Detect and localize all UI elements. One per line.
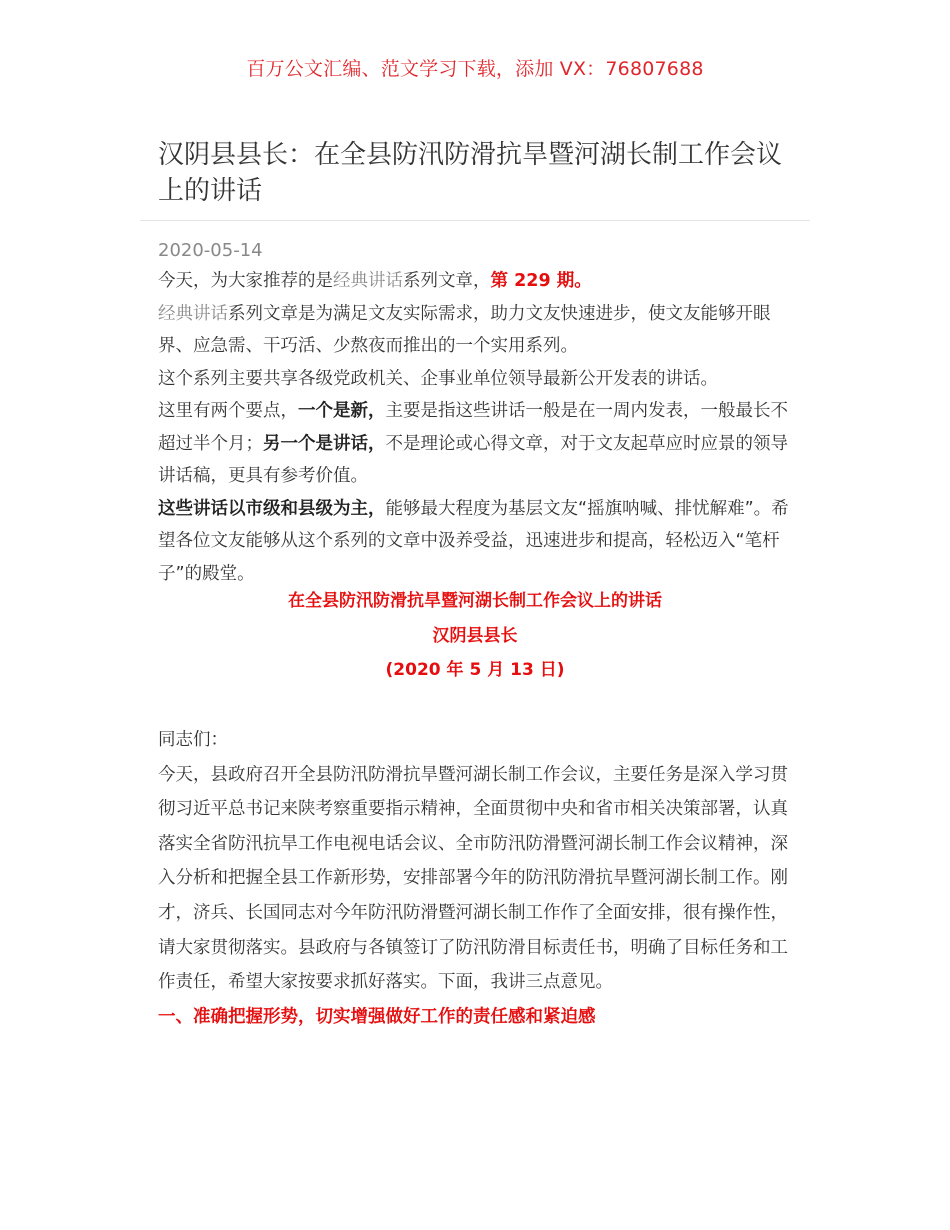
- title-divider: [140, 220, 810, 221]
- intro-p5-b: 能够最大程度为基层文友“摇旗呐喊、排忧解难”。希望各位文友能够从这个系列的文章中汲养受益，迅速进步和提高，轻松迈入“笔杆子”的殿堂。: [158, 498, 789, 584]
- key-point-new: 一个是新，: [298, 401, 386, 421]
- speech-date: (2020 年 5 月 13 日): [385, 660, 565, 680]
- speech-title: 在全县防汛防滑抗旱暨河湖长制工作会议上的讲话: [288, 591, 662, 611]
- series-name: 经典讲话: [333, 271, 403, 291]
- speech-paragraph-1: 今天，县政府召开全县防汛防滑抗旱暨河湖长制工作会议，主要任务是深入学习贯彻习近平总书记来陕考察重要指示精神，全面贯彻中央和省市相关决策部署，认真落实全省防汛抗旱工作电视电话会议、全市防汛防滑暨河湖长制工作会议精神，深入分析和把握全县工作新形势，安排部署今年的防汛防滑抗旱暨河湖长制工作。刚才，济兵、长国同志对今年防汛防滑暨河湖长制工作作了全面安排，很有操作性，请大家贯彻落实。县政府与各镇签订了防汛防滑目标责任书，明确了目标任务和工作责任，希望大家按要求抓好落实。下面，我讲三点意见。: [158, 764, 788, 993]
- article-title: 汉阴县县长：在全县防汛防滑抗旱暨河湖长制工作会议上的讲话: [158, 140, 783, 206]
- intro-paragraph-3: 这个系列主要共享各级党政机关、企事业单位领导最新公开发表的讲话。: [158, 368, 718, 389]
- section-heading-1: 一、准确把握形势，切实增强做好工作的责任感和紧迫感: [158, 1006, 596, 1027]
- speech-salutation: 同志们：: [158, 730, 228, 750]
- publish-date: 2020-05-14: [158, 240, 263, 261]
- intro-p4-e: 不是理论或心得文章，对于文友起草应时应景的领导讲话稿，更具有参考价值。: [158, 433, 788, 486]
- intro-paragraph-4: [158, 395, 794, 493]
- speech-speaker: 汉阴县县长: [432, 626, 518, 646]
- series-name: 经典讲话: [158, 303, 228, 324]
- promo-banner: 百万公文汇编、范文学习下载，添加 VX：76807688: [246, 58, 704, 80]
- intro-p4-c: 主要是指这些讲话一般是在一周内发表，一般最长不超过半个月；: [158, 401, 788, 454]
- speech-body: [158, 723, 794, 1034]
- key-point-speech: 另一个是讲话，: [263, 433, 386, 454]
- intro-paragraph-2: [158, 298, 794, 363]
- key-point-levels: 这些讲话以市级和县级为主，: [158, 498, 386, 519]
- intro-p2-text: 系列文章是为满足文友实际需求，助力文友快速进步，使文友能够开眼界、应急需、干巧活、少熬夜而推出的一个实用系列。: [158, 303, 771, 356]
- intro-paragraph-1: [158, 265, 794, 298]
- intro-p1-middle: 系列文章，: [403, 271, 491, 291]
- intro-p1-prefix: 今天，为大家推荐的是: [158, 271, 333, 291]
- issue-number: 第 229 期。: [490, 271, 592, 291]
- intro-section: [158, 265, 794, 590]
- intro-paragraph-5: [158, 493, 794, 591]
- intro-p4-a: 这里有两个要点，: [158, 401, 298, 421]
